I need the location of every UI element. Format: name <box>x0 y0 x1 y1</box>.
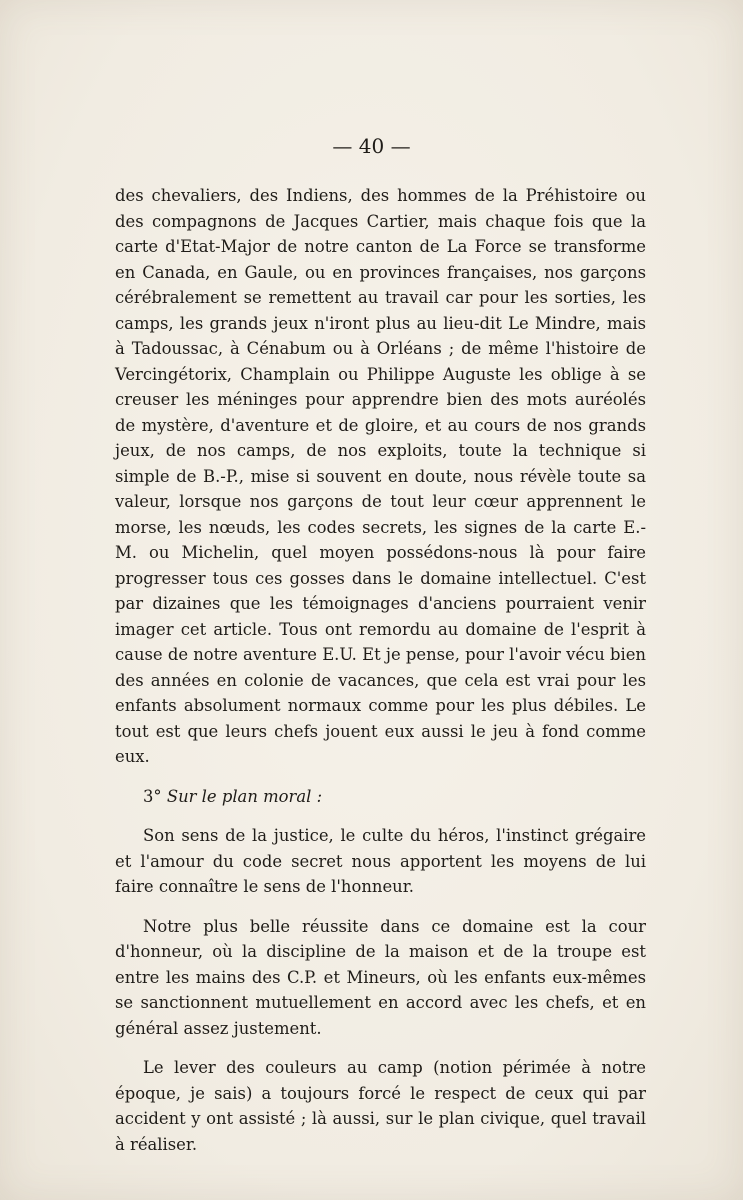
section-heading <box>115 784 646 810</box>
body-text <box>115 183 646 1157</box>
paragraph-lever-couleurs: Le lever des couleurs au camp (notion périmée à notre époque, je sais) a toujours forcé le respect de ceux qui par accident y ont assisté ; là aussi, sur le plan civique, quel travail à réaliser. <box>115 1058 646 1154</box>
page-number: — 40 — <box>332 134 411 158</box>
paragraph-justice: Son sens de la justice, le culte du héros, l'instinct grégaire et l'amour du code secret nous apportent les moyens de lui faire connaître le sens de l'honneur. <box>115 826 646 896</box>
section-title: Sur le plan moral : <box>166 786 323 806</box>
paragraph-intro: des chevaliers, des Indiens, des hommes de la Préhistoire ou des compagnons de Jacques Cartier, mais chaque fois que la carte d'Etat-Major de notre canton de La Force se transforme en Canada, en Gaule, ou en provinces françaises, nos garçons cérébralement se remettent au travail car pour les sorties, les camps, les grands jeux n'iront plus au lieu-dit Le Mindre, mais à Tadoussac, à Cénabum ou à Orléans ; de même l'histoire de Vercingétorix, Champlain ou Philippe Auguste les oblige à se creuser les méninges pour apprendre bien des mots auréolés de mystère, d'aventure et de gloire, et au cours de nos grands jeux, de nos camps, de nos exploits, toute la technique si simple de B.-P., mise si souvent en doute, nous révèle toute sa valeur, lorsque nos garçons de tout leur cœur apprennent le morse, les nœuds, les codes secrets, les signes de la carte E.-M. ou Michelin, quel moyen possédons-nous là pour faire progresser tous ces gosses dans le domaine intellectuel. C'est par dizaines que les témoignages d'anciens pourraient venir imager cet article. Tous ont remordu au domaine de l'esprit à cause de notre aventure E.U. Et je pense, pour l'avoir vécu bien des années en colonie de vacances, que cela est vrai pour les enfants absolument normaux comme pour les plus débiles. Le tout est que leurs chefs jouent eux aussi le jeu à fond comme eux. <box>115 186 646 766</box>
section-number: 3° <box>143 786 162 806</box>
paragraph-cour-honneur: Notre plus belle réussite dans ce domaine est la cour d'honneur, où la discipline de la maison et de la troupe est entre les mains des C.P. et Mineurs, où les enfants eux-mêmes se sanctionnent mutuellement en accord avec les chefs, et en général assez justement. <box>115 916 646 1038</box>
